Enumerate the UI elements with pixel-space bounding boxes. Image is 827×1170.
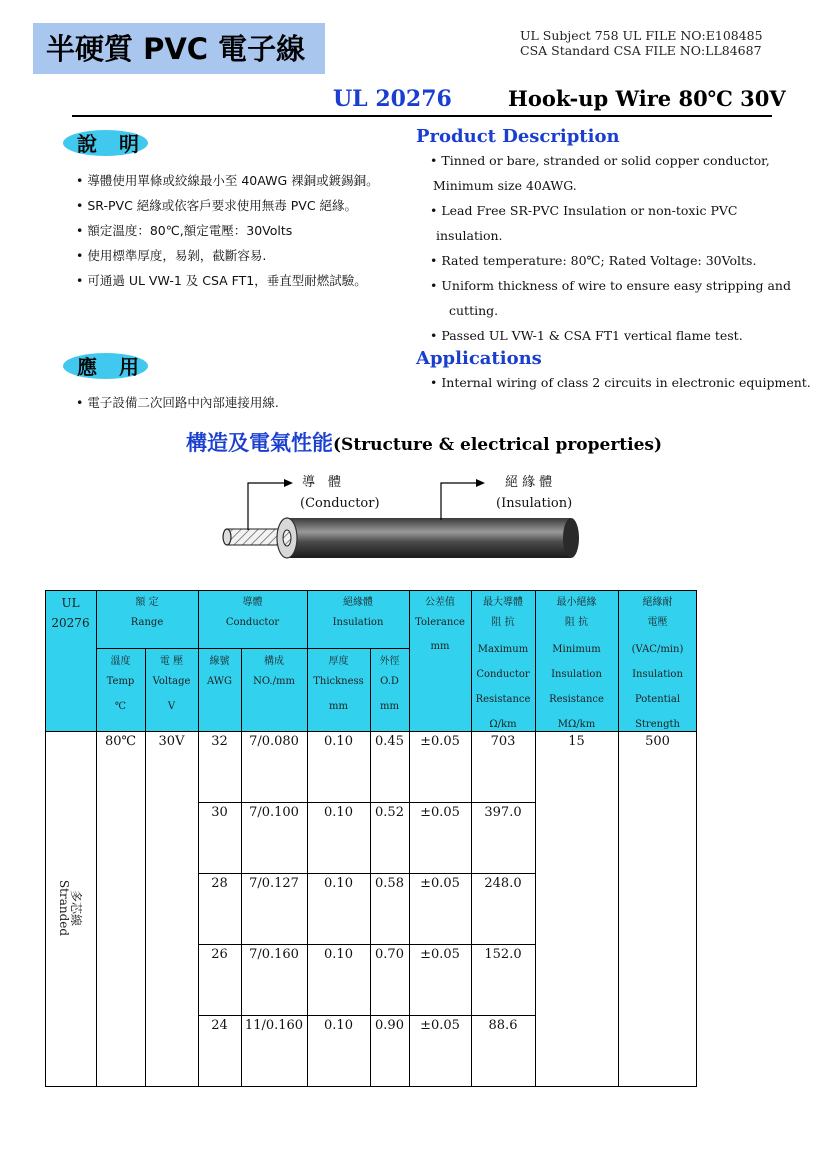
tolerance-cell: ±0.05 [420, 805, 460, 820]
voltage-header: 電 壓 Voltage V [152, 656, 191, 712]
model-header: UL 20276 [51, 596, 90, 630]
od-cell: 0.45 [375, 734, 404, 749]
composition-cell: 11/0.160 [244, 1018, 304, 1033]
resistance-cell: 152.0 [484, 947, 522, 962]
structure-title [186, 427, 662, 457]
rated-voltage-value: 30V [158, 734, 185, 749]
table-border-left [45, 590, 46, 1087]
tolerance-header: 公差值 Tolerance mm [415, 597, 465, 652]
withstand-header: 絕緣耐 電壓 (VAC/min) Insulation Potential Strength [631, 597, 684, 730]
subheader-line [96, 648, 409, 649]
awg-cell: 26 [211, 947, 228, 962]
row-line [198, 944, 535, 945]
conductor-header: 導體 Conductor [225, 597, 280, 628]
thickness-cell: 0.10 [324, 805, 353, 820]
min-insulation-value: 15 [568, 734, 585, 749]
certification-info [520, 28, 763, 58]
tolerance-cell: ±0.05 [420, 1018, 460, 1033]
list-item: • 導體使用單條或絞線最小至 40AWG 裸銅或鍍錫銅。 [76, 173, 379, 188]
rated-temp-value: 80℃ [104, 734, 137, 749]
tolerance-cell: ±0.05 [420, 876, 460, 891]
insulation-label-en: (Insulation) [496, 496, 573, 511]
composition-cell: 7/0.080 [249, 734, 299, 749]
row-line [198, 873, 535, 874]
list-item: • Rated temperature: 80℃; Rated Voltage: 30Volts. [430, 253, 757, 268]
applications-heading-zh: 應用 [77, 355, 161, 379]
list-item: • Passed UL VW-1 & CSA FT1 vertical flame test. [430, 328, 743, 343]
list-item: • Lead Free SR-PVC Insulation or non-toxic PVC [430, 203, 738, 218]
applications-list-zh [76, 390, 279, 415]
table-border-top [45, 590, 697, 591]
description-list-zh [76, 168, 379, 293]
od-cell: 0.90 [375, 1018, 404, 1033]
description-list-en [430, 148, 791, 348]
list-item: • Internal wiring of class 2 circuits in electronic equipment. [430, 375, 811, 390]
col-line [409, 590, 410, 1087]
resistance-cell: 397.0 [484, 805, 522, 820]
tolerance-cell: ±0.05 [420, 734, 460, 749]
applications-list-en [430, 370, 811, 395]
thickness-header: 厚度 Thickness mm [313, 656, 364, 712]
table-border-bottom [45, 1086, 697, 1087]
wire-description: Hook-up Wire 80℃ 30V [508, 86, 786, 111]
thickness-cell: 0.10 [324, 947, 353, 962]
thickness-cell: 0.10 [324, 876, 353, 891]
withstand-value: 500 [645, 734, 670, 749]
spec-table [45, 590, 697, 1087]
structure-title-en: (Structure & electrical properties) [333, 435, 663, 455]
composition-cell: 7/0.127 [249, 876, 299, 891]
insulation-label-zh: 絕 緣 體 [505, 475, 553, 490]
od-header: 外徑 O.D mm [379, 656, 400, 712]
od-cell: 0.70 [375, 947, 404, 962]
list-item: • Uniform thickness of wire to ensure easy stripping and [430, 278, 791, 293]
description-heading-en: Product Description [416, 126, 620, 147]
thickness-cell: 0.10 [324, 1018, 353, 1033]
insulation-arrow [441, 479, 485, 520]
list-item: • 電子設備二次回路中內部連接用線. [76, 395, 279, 410]
structure-title-zh: 構造及電氣性能 [186, 431, 333, 455]
insulation-jacket [277, 518, 579, 558]
od-cell: 0.58 [375, 876, 404, 891]
thickness-cell: 0.10 [324, 734, 353, 749]
ul-file-number: UL Subject 758 UL FILE NO:E108485 [520, 28, 763, 43]
list-item-continuation: insulation. [436, 228, 503, 243]
awg-header: 線號 AWG [206, 656, 233, 687]
description-heading-zh: 說明 [77, 132, 161, 156]
list-item: • SR-PVC 絕緣或依客戶要求使用無毒 PVC 絕緣。 [76, 198, 358, 213]
resistance-cell: 88.6 [488, 1018, 518, 1033]
csa-file-number: CSA Standard CSA FILE NO:LL84687 [520, 43, 762, 58]
awg-cell: 30 [211, 805, 228, 820]
conductor-label-en: (Conductor) [300, 496, 380, 511]
rating-header: 額 定 Range [130, 597, 164, 628]
composition-cell: 7/0.100 [249, 805, 299, 820]
max-resistance-header: 最大導體 阻 抗 Maximum Conductor Resistance Ω/km [475, 597, 531, 730]
min-insulation-header: 最小絕緣 阻 抗 Minimum Insulation Resistance MΩ/km [549, 597, 604, 730]
list-item-continuation: cutting. [449, 303, 499, 318]
stranded-group-label: 多芯線 Stranded [57, 879, 83, 937]
list-item: • 額定溫度：80℃,額定電壓：30Volts [76, 223, 293, 238]
row-line [198, 802, 535, 803]
awg-cell: 24 [211, 1018, 228, 1033]
temp-header: 溫度 Temp ℃ [106, 656, 135, 712]
header-divider [72, 115, 772, 117]
list-item: • Tinned or bare, stranded or solid copper conductor, [430, 153, 770, 168]
resistance-cell: 703 [490, 734, 516, 749]
insulation-header: 絕緣體 Insulation [332, 597, 384, 628]
resistance-cell: 248.0 [484, 876, 522, 891]
model-number: UL 20276 [333, 86, 452, 112]
list-item: • 使用標準厚度，易剝，截斷容易. [76, 248, 267, 263]
list-item: • 可通過 UL VW-1 及 CSA FT1，垂直型耐燃試驗。 [76, 273, 367, 288]
composition-header: 構成 NO./mm [253, 656, 295, 687]
applications-heading-en: Applications [416, 348, 542, 369]
composition-cell: 7/0.160 [249, 947, 299, 962]
conductor-label-zh: 導 體 [302, 475, 342, 490]
od-cell: 0.52 [375, 805, 404, 820]
page-title: 半硬質 PVC 電子線 [46, 32, 306, 66]
list-item-continuation: Minimum size 40AWG. [433, 178, 577, 193]
awg-cell: 32 [211, 734, 228, 749]
tolerance-cell: ±0.05 [420, 947, 460, 962]
awg-cell: 28 [211, 876, 228, 891]
row-line [198, 1015, 535, 1016]
